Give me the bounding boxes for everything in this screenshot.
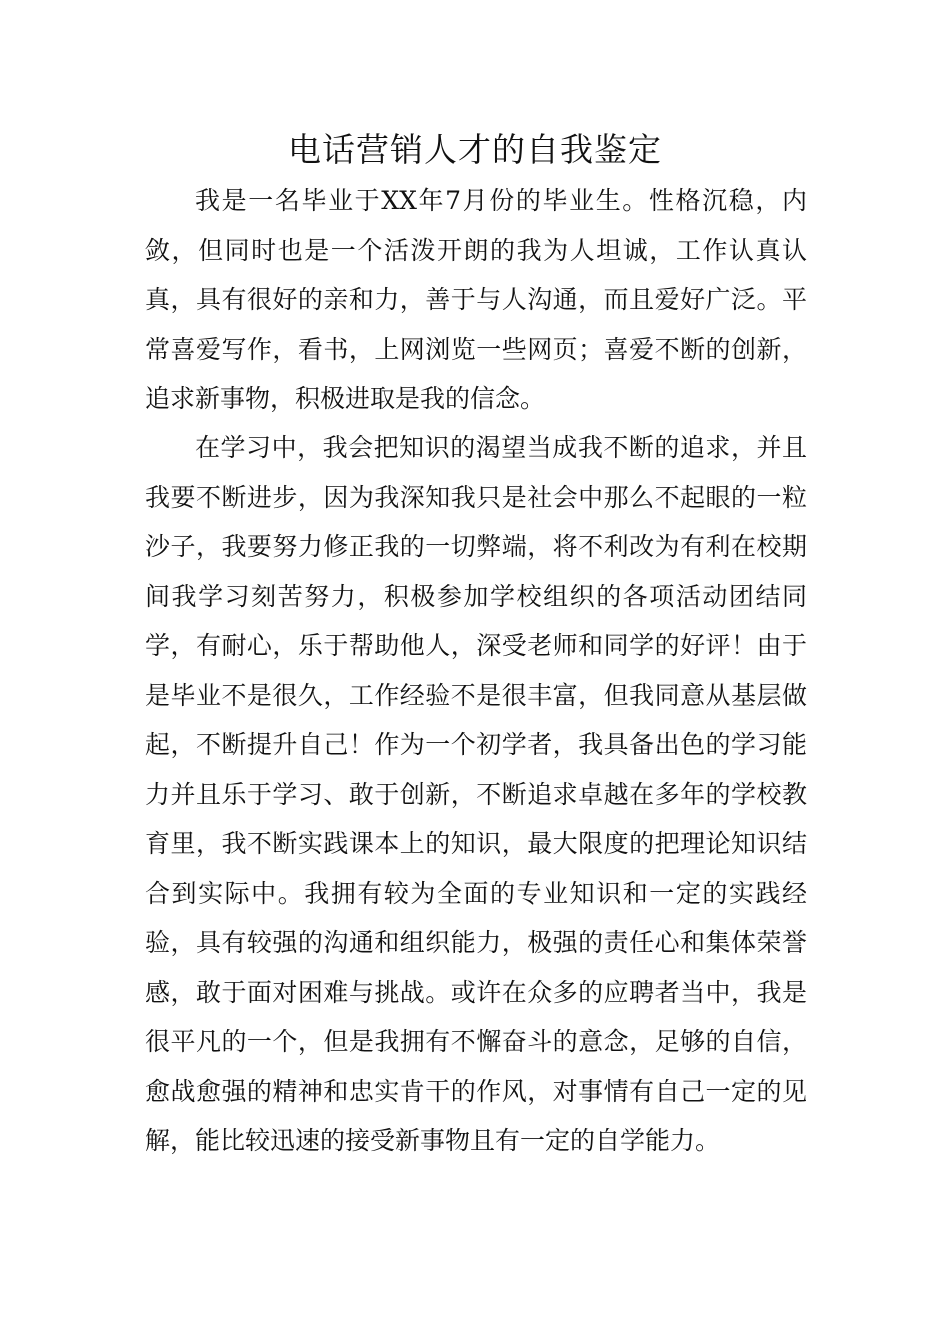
- paragraph-study-and-experience: 在学习中，我会把知识的渴望当成我不断的追求，并且我要不断进步，因为我深知我只是社会中那么不起眼的一粒沙子，我要努力修正我的一切弊端，将不利改为有利在校期间我学习刻苦努力，积极参加学校组织的各项活动团结同学，有耐心，乐于帮助他人，深受老师和同学的好评！由于是毕业不是很久，工作经验不是很丰富，但我同意从基层做起，不断提升自己！作为一个初学者，我具备出色的学习能力并且乐于学习、敢于创新，不断追求卓越在多年的学校教育里，我不断实践课本上的知识，最大限度的把理论知识结合到实际中。我拥有较为全面的专业知识和一定的实践经验，具有较强的沟通和组织能力，极强的责任心和集体荣誉感，敢于面对困难与挑战。或许在众多的应聘者当中，我是很平凡的一个，但是我拥有不懈奋斗的意念，足够的自信，愈战愈强的精神和忠实肯干的作风，对事情有自己一定的见解，能比较迅速的接受新事物且有一定的自学能力。: [145, 433, 807, 1155]
- paragraph-self-introduction: 我是一名毕业于XX年7月份的毕业生。性格沉稳，内敛，但同时也是一个活泼开朗的我为人坦诚，工作认真认真，具有很好的亲和力，善于与人沟通，而且爱好广泛。平常喜爱写作，看书，上网浏览一些网页；喜爱不断的创新，追求新事物，积极进取是我的信念。: [145, 186, 807, 413]
- document-title: 电话营销人才的自我鉴定: [288, 130, 662, 169]
